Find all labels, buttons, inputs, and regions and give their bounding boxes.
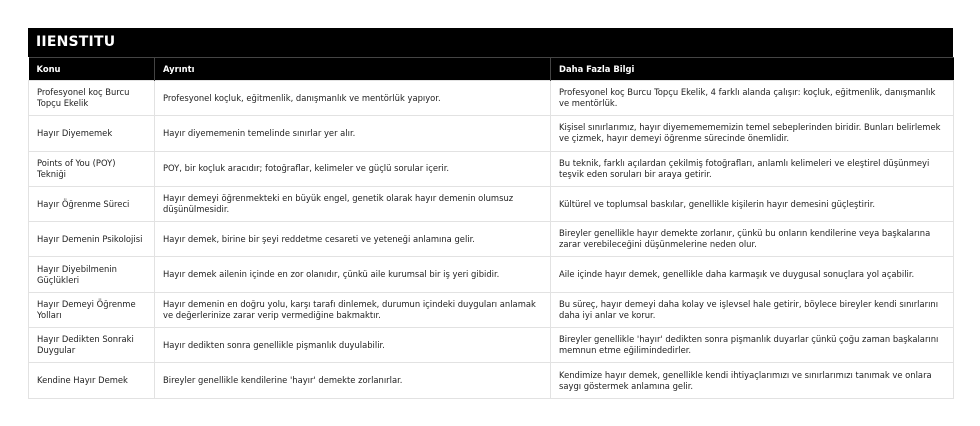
- table-row: [29, 257, 954, 292]
- cell-konu: Profesyonel koç Burcu Topçu Ekelik: [29, 81, 155, 116]
- cell-konu: Hayır Dedikten Sonraki Duygular: [29, 328, 155, 363]
- cell-konu: Points of You (POY) Tekniği: [29, 151, 155, 186]
- cell-bilgi: Bu teknik, farklı açılardan çekilmiş fotoğrafları, anlamlı kelimeleri ve eleştirel düşünmeyi teşvik eden soruları bir araya getirir.: [551, 151, 954, 186]
- table-row: [29, 151, 954, 186]
- cell-konu: Hayır Öğrenme Süreci: [29, 186, 155, 221]
- table-row: [29, 186, 954, 221]
- table-row: [29, 81, 954, 116]
- info-table: [28, 57, 954, 399]
- cell-bilgi: Kişisel sınırlarımız, hayır diyememememizin temel sebeplerinden biridir. Bunları belirlemek ve çizmek, hayır demeyi öğrenme sürecinde önemlidir.: [551, 116, 954, 151]
- cell-bilgi: Bu süreç, hayır demeyi daha kolay ve işlevsel hale getirir, böylece bireyler kendi sınırlarını daha iyi anlar ve korur.: [551, 292, 954, 327]
- cell-ayrinti: Hayır demek, birine bir şeyi reddetme cesareti ve yeteneği anlamına gelir.: [155, 222, 551, 257]
- cell-bilgi: Profesyonel koç Burcu Topçu Ekelik, 4 farklı alanda çalışır: koçluk, eğitmenlik, danışmanlık ve mentörlük.: [551, 81, 954, 116]
- cell-ayrinti: Hayır demeyi öğrenmekteki en büyük engel, genetik olarak hayır demenin olumsuz düşünülmesidir.: [155, 186, 551, 221]
- cell-konu: Hayır Diyememek: [29, 116, 155, 151]
- cell-ayrinti: POY, bir koçluk aracıdır; fotoğraflar, kelimeler ve güçlü sorular içerir.: [155, 151, 551, 186]
- cell-konu: Kendine Hayır Demek: [29, 363, 155, 398]
- cell-konu: Hayır Diyebilmenin Güçlükleri: [29, 257, 155, 292]
- cell-bilgi: Aile içinde hayır demek, genellikle daha karmaşık ve duygusal sonuçlara yol açabilir.: [551, 257, 954, 292]
- table-header-row: [29, 58, 954, 81]
- header-daha-fazla-bilgi: Daha Fazla Bilgi: [551, 58, 954, 81]
- header-konu: Konu: [29, 58, 155, 81]
- content-table-container: [28, 28, 953, 399]
- cell-ayrinti: Hayır demenin en doğru yolu, karşı tarafı dinlemek, durumun içindeki duyguları anlamak ve değerlerinize zarar verip vermediğine bakmaktır.: [155, 292, 551, 327]
- cell-ayrinti: Hayır dedikten sonra genellikle pişmanlık duyulabilir.: [155, 328, 551, 363]
- cell-bilgi: Bireyler genellikle hayır demekte zorlanır, çünkü bu onların kendilerine veya başkalarına zarar verebileceğini düşünmelerine neden olur.: [551, 222, 954, 257]
- cell-konu: Hayır Demenin Psikolojisi: [29, 222, 155, 257]
- table-row: [29, 363, 954, 398]
- table-row: [29, 222, 954, 257]
- header-ayrinti: Ayrıntı: [155, 58, 551, 81]
- cell-ayrinti: Bireyler genellikle kendilerine 'hayır' demekte zorlanırlar.: [155, 363, 551, 398]
- cell-bilgi: Kendimize hayır demek, genellikle kendi ihtiyaçlarımızı ve sınırlarımızı tanımak ve onlara saygı göstermek anlamına gelir.: [551, 363, 954, 398]
- brand-header: IIENSTITU: [28, 28, 953, 57]
- cell-ayrinti: Profesyonel koçluk, eğitmenlik, danışmanlık ve mentörlük yapıyor.: [155, 81, 551, 116]
- cell-ayrinti: Hayır demek ailenin içinde en zor olanıdır, çünkü aile kurumsal bir iş yeri gibidir.: [155, 257, 551, 292]
- table-row: [29, 116, 954, 151]
- cell-bilgi: Kültürel ve toplumsal baskılar, genellikle kişilerin hayır demesini güçleştirir.: [551, 186, 954, 221]
- cell-ayrinti: Hayır diyememenin temelinde sınırlar yer alır.: [155, 116, 551, 151]
- cell-bilgi: Bireyler genellikle 'hayır' dedikten sonra pişmanlık duyarlar çünkü çoğu zaman başkalarını memnun etme eğilimindedirler.: [551, 328, 954, 363]
- table-row: [29, 328, 954, 363]
- table-row: [29, 292, 954, 327]
- cell-konu: Hayır Demeyi Öğrenme Yolları: [29, 292, 155, 327]
